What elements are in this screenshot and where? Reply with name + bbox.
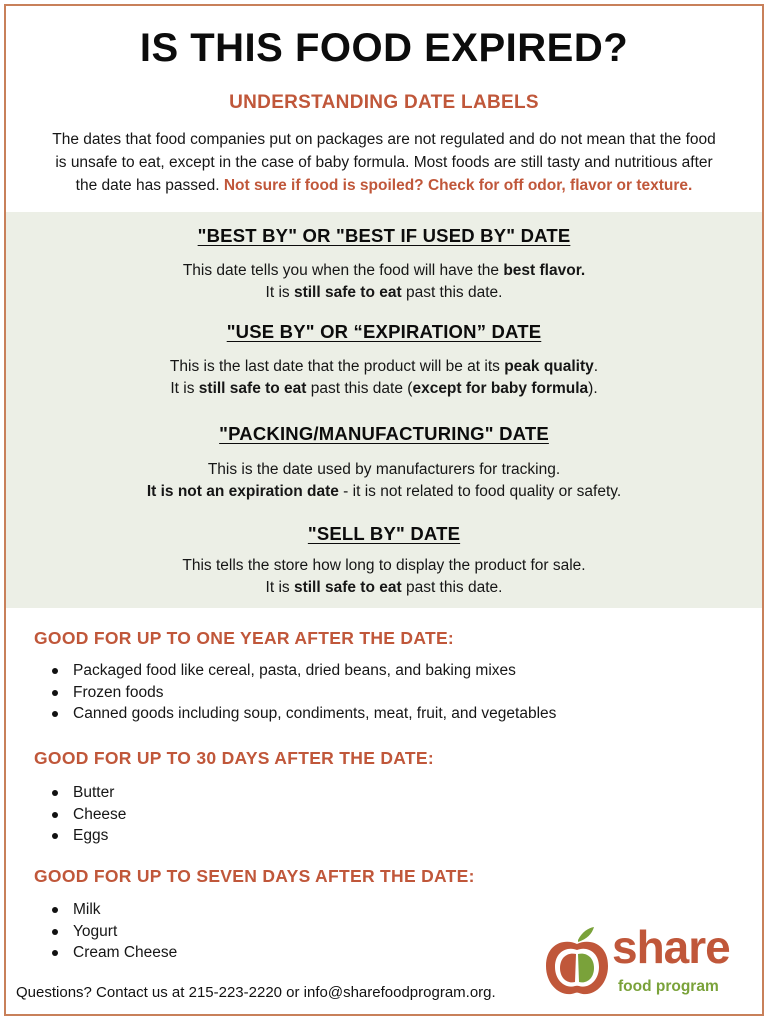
packing-emphasis: It is not an expiration date — [146, 483, 339, 500]
list-item: Yogurt — [50, 921, 177, 943]
list-item: Packaged food like cereal, pasta, dried beans, and baking mixes — [50, 660, 556, 682]
sell-by-line-1: This tells the store how long to display the product for sale. — [182, 557, 586, 574]
page-subtitle: UNDERSTANDING DATE LABELS — [229, 92, 539, 113]
packing-line-1: This is the date used by manufacturers for tracking. — [207, 461, 561, 478]
sell-by-heading: "SELL BY" DATE — [307, 523, 461, 544]
use-by-text — [6, 356, 762, 400]
intro-paragraph — [18, 128, 750, 197]
list-item: Cheese — [50, 804, 126, 826]
list-item: Canned goods including soup, condiments, meat, fruit, and vegetables — [50, 703, 556, 725]
seven-days-list — [50, 899, 177, 964]
packing-heading: "PACKING/MANUFACTURING" DATE — [219, 423, 549, 444]
best-by-line-2-end: past this date. — [401, 284, 503, 301]
page-title: IS THIS FOOD EXPIRED? — [139, 26, 629, 70]
list-item: Cream Cheese — [50, 942, 177, 964]
packing-text — [6, 459, 762, 503]
thirty-days-list — [50, 782, 126, 847]
best-by-emphasis: best flavor. — [503, 262, 586, 279]
list-item: Eggs — [50, 825, 126, 847]
use-by-line-2-end: ). — [588, 380, 598, 397]
one-year-heading: GOOD FOR UP TO ONE YEAR AFTER THE DATE: — [34, 628, 455, 648]
apple-logo-icon — [542, 926, 612, 1000]
seven-days-heading: GOOD FOR UP TO SEVEN DAYS AFTER THE DATE: — [34, 866, 475, 886]
share-food-program-logo — [542, 921, 756, 1000]
date-definitions-panel — [6, 212, 762, 608]
contact-info: Questions? Contact us at 215-223-2220 or info@sharefoodprogram.org. — [16, 984, 496, 1001]
sell-by-text — [6, 555, 762, 599]
use-by-line-2: It is — [170, 380, 199, 397]
intro-line-1: The dates that food companies put on packages are not regulated and do not mean that the food — [52, 131, 716, 148]
use-by-safe-emphasis: still safe to eat — [198, 380, 307, 397]
list-item: Milk — [50, 899, 177, 921]
use-by-line-1-end: . — [593, 358, 599, 375]
best-by-safe-emphasis: still safe to eat — [293, 284, 402, 301]
logo-tagline: food program — [618, 978, 719, 995]
intro-line-3-text: the date has passed. — [75, 177, 224, 194]
use-by-formula-emphasis: except for baby formula — [412, 380, 589, 397]
best-by-line-2: It is — [265, 284, 294, 301]
intro-line-2: is unsafe to eat, except in the case of baby formula. Most foods are still tasty and nutritious after — [55, 154, 713, 171]
use-by-line-1: This is the last date that the product will be at its — [169, 358, 505, 375]
sell-by-line-2-end: past this date. — [401, 579, 503, 596]
best-by-heading: "BEST BY" OR "BEST IF USED BY" DATE — [197, 225, 571, 246]
logo-wordmark: share — [612, 921, 730, 973]
use-by-heading: "USE BY" OR “EXPIRATION” DATE — [226, 321, 542, 342]
intro-line-3 — [18, 174, 750, 197]
best-by-line-1: This date tells you when the food will have the — [182, 262, 504, 279]
thirty-days-heading: GOOD FOR UP TO 30 DAYS AFTER THE DATE: — [34, 748, 435, 768]
intro-spoiled-tip: Not sure if food is spoiled? Check for off odor, flavor or texture. — [223, 177, 693, 194]
sell-by-line-2: It is — [265, 579, 294, 596]
best-by-text — [6, 260, 762, 304]
list-item: Butter — [50, 782, 126, 804]
one-year-list — [50, 660, 556, 725]
list-item: Frozen foods — [50, 682, 556, 704]
sell-by-safe-emphasis: still safe to eat — [293, 579, 402, 596]
use-by-emphasis: peak quality — [504, 358, 594, 375]
use-by-line-2-mid: past this date ( — [306, 380, 413, 397]
packing-line-2: - it is not related to food quality or safety. — [338, 483, 622, 500]
